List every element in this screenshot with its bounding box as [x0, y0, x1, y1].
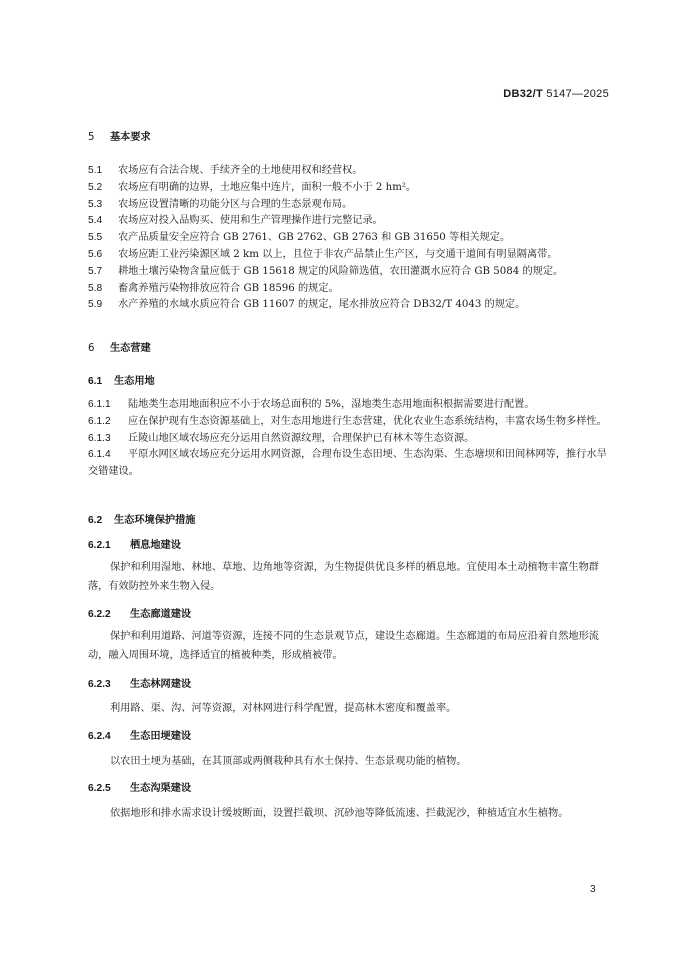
list-item: 6.1.4 平原水网区域农场应充分运用水网资源，合理布设生态田埂、生态沟渠、生态塘坝和田间林网等，推行水旱交错建设。 [88, 449, 607, 478]
subsection-6-1-heading: 6.1 生态用地 [88, 376, 155, 387]
subsection-6-2-5-heading: 6.2.5 生态沟渠建设 [88, 783, 192, 794]
paragraph: 保护和利用湿地、林地、草地、边角地等资源，为生物提供优良多样的栖息地。宜使用本土动植物丰富生物群落，有效防控外来生物入侵。 [88, 562, 599, 592]
subsection-6-2-2-heading: 6.2.2 生态廊道建设 [88, 609, 192, 620]
page-number: 3 [590, 884, 596, 895]
section-5-list [88, 163, 608, 314]
header-code: DB32/T [503, 88, 543, 100]
list-item: 5.6 农场应距工业污染源区域 2 km 以上，且位于非农产品禁止生产区，与交通干道间有明显隔离带。 [88, 248, 558, 260]
list-item: 5.2 农场应有明确的边界，土地应集中连片，面积一般不小于 2 hm²。 [88, 181, 417, 193]
paragraph: 依据地形和排水需求设计缓坡断面，设置拦截坝、沉砂池等降低流速、拦截泥沙，种植适宜水生植物。 [110, 808, 569, 819]
paragraph: 利用路、渠、沟、河等资源，对林网进行科学配置，提高林木密度和覆盖率。 [110, 703, 457, 714]
section-title: 基本要求 [110, 132, 151, 143]
list-item: 5.9 水产养殖的水域水质应符合 GB 11607 的规定，尾水排放应符合 DB32/T 4043 的规定。 [88, 299, 526, 311]
section-6-heading: 6 生态营建 [88, 343, 151, 354]
section-5-heading [88, 128, 608, 143]
list-item: 6.1.2 应在保护现有生态资源基础上，对生态用地进行生态营建，优化农业生态系统结构，丰富农场生物多样性。 [88, 415, 607, 427]
list-item: 5.4 农场应对投入品购买、使用和生产管理操作进行完整记录。 [88, 215, 383, 227]
list-item: 5.8 畜禽养殖污染物排放应符合 GB 18596 的规定。 [88, 282, 339, 294]
subsection-6-1-list [88, 397, 608, 481]
list-item: 6.1.3 丘陵山地区域农场应充分运用自然资源纹理，合理保护已有林木等生态资源。 [88, 432, 475, 444]
list-item: 5.3 农场应设置清晰的功能分区与合理的生态景观布局。 [88, 198, 353, 210]
section-number: 5 [88, 132, 95, 143]
paragraph: 保护和利用道路、河道等资源，连接不同的生态景观节点，建设生态廊道。生态廊道的布局应沿着自然地形流动，融入周围环境，选择适宜的植被种类，形成植被带。 [88, 631, 599, 661]
list-item: 6.1.1 陆地类生态用地面积应不小于农场总面积的 5%，湿地类生态用地面积根据需要进行配置。 [88, 399, 535, 410]
document-header [503, 88, 609, 100]
subsection-6-2-heading: 6.2 生态环境保护措施 [88, 515, 196, 526]
subsection-6-2-3-heading: 6.2.3 生态林网建设 [88, 679, 192, 690]
paragraph: 以农田土埂为基础，在其顶部或两侧栽种具有水土保持、生态景观功能的植物。 [110, 756, 467, 767]
subsection-6-2-4-heading: 6.2.4 生态田埂建设 [88, 731, 192, 742]
subsection-6-2-1-heading: 6.2.1 栖息地建设 [88, 540, 181, 551]
list-item: 5.7 耕地土壤污染物含量应低于 GB 15618 规定的风险筛选值，农田灌溉水应符合 GB 5084 的规定。 [88, 265, 564, 277]
list-item: 5.5 农产品质量安全应符合 GB 2761、GB 2762、GB 2763 和 GB 31650 等相关规定。 [88, 232, 511, 244]
header-number: 5147—2025 [546, 88, 609, 100]
list-item: 5.1 农场应有合法合规、手续齐全的土地使用权和经营权。 [88, 165, 363, 176]
